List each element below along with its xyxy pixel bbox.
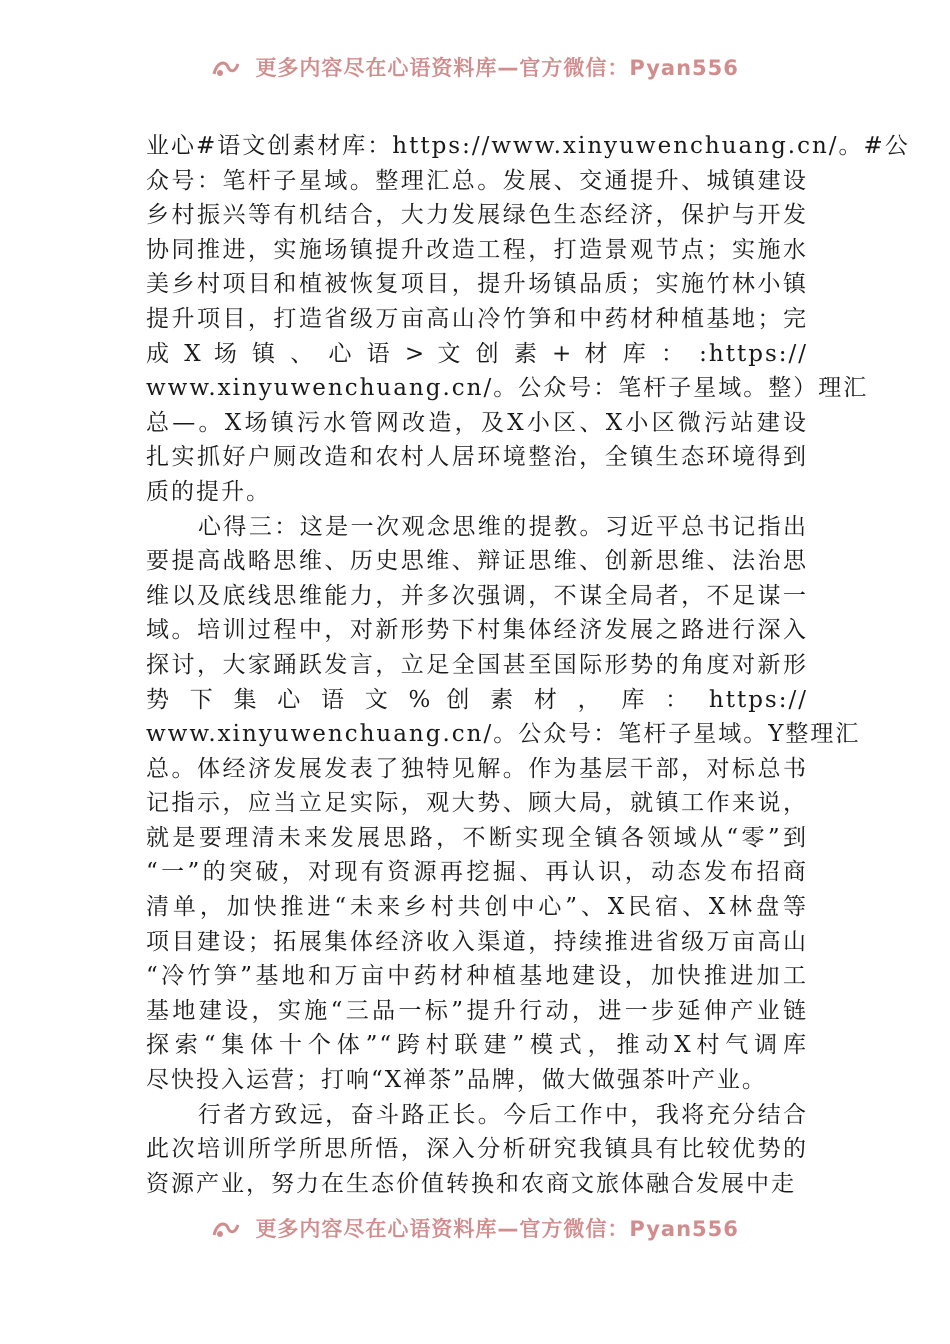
text-line: 要提高战略思维、历史思维、辩证思维、创新思维、法治思 (146, 548, 808, 575)
brand-mark-icon (211, 1219, 241, 1241)
text-line: 域。培训过程中，对新形势下村集体经济发展之路进行深入 (146, 617, 808, 644)
text-line: 心得三：这是一次观念思维的提教。习近平总书记指出 (198, 513, 808, 540)
watermark-text: 更多内容尽在心语资料库—官方微信：Pyan556 (255, 56, 739, 80)
text-line: 总—。X场镇污水管网改造，及X小区、X小区微污站建设 (146, 409, 808, 436)
text-line: 尽快投入运营；打响“X禅茶”品牌，做大做强茶叶产业。 (146, 1067, 767, 1094)
brand-mark-icon (211, 58, 241, 80)
text-line: “冷竹笋”基地和万亩中药材种植基地建设，加快推进加工 (146, 963, 808, 990)
paragraph (146, 510, 861, 1098)
text-line: 协同推进，实施场镇提升改造工程，打造景观节点；实施水 (146, 236, 808, 263)
watermark-banner-top (0, 44, 950, 78)
text-line: 质的提升。 (146, 478, 271, 505)
text-line: 此次培训所学所思所悟，深入分析研究我镇具有比较优势的 (146, 1136, 808, 1163)
text-line: 扎实抓好户厕改造和农村人居环境整治，全镇生态环境得到 (146, 444, 808, 471)
text-line: 成 X 场 镇 、 心 语 > 文 创 素 + 材 库 ： :https:// (146, 340, 808, 367)
text-line: 提升项目，打造省级万亩高山冷竹笋和中药材种植基地；完 (146, 305, 808, 332)
text-line: 维以及底线思维能力，并多次强调，不谋全局者，不足谋一 (146, 582, 808, 609)
watermark-text: 更多内容尽在心语资料库—官方微信：Pyan556 (255, 1217, 739, 1241)
text-line: www.xinyuwenchuang.cn/。公众号：笔杆子星域。整）理汇 (146, 375, 869, 402)
text-line: 众号：笔杆子星域。整理汇总。发展、交通提升、城镇建设 (146, 167, 808, 194)
text-line: “一”的突破，对现有资源再挖掘、再认识，动态发布招商 (146, 859, 808, 886)
text-line: 总。体经济发展发表了独特见解。作为基层干部，对标总书 (146, 755, 808, 782)
text-line: 业心#语文创素材库：https://www.xinyuwenchuang.cn/。#公 (146, 133, 910, 159)
text-line: 探讨，大家踊跃发言，立足全国甚至国际形势的角度对新形 (146, 651, 808, 678)
text-line: 项目建设；拓展集体经济收入渠道，持续推进省级万亩高山 (146, 928, 808, 955)
text-line: 清单，加快推进“未来乡村共创中心”、X民宿、X林盘等 (146, 894, 808, 921)
paragraph (146, 129, 910, 510)
text-line: 势 下 集 心 语 文 % 创 素 材 ， 库 ： https:// (146, 686, 808, 713)
document-body (146, 129, 910, 1201)
text-line: 探索“集体十个体”“跨村联建”模式，推动X村气调库 (146, 1032, 808, 1059)
watermark-banner-bottom (0, 1205, 950, 1239)
text-line: 就是要理清未来发展思路，不断实现全镇各领域从“零”到 (146, 824, 808, 851)
text-line: 行者方致远，奋斗路正长。今后工作中，我将充分结合 (198, 1101, 808, 1128)
text-line: 记指示，应当立足实际，观大势、顾大局，就镇工作来说， (146, 790, 808, 817)
text-line: 资源产业，努力在生态价值转换和农商文旅体融合发展中走 (146, 1170, 796, 1197)
text-line: www.xinyuwenchuang.cn/。公众号：笔杆子星域。Y整理汇 (146, 721, 861, 748)
paragraph (146, 1098, 808, 1202)
text-line: 乡村振兴等有机结合，大力发展绿色生态经济，保护与开发 (146, 202, 808, 229)
text-line: 基地建设，实施“三品一标”提升行动，进一步延伸产业链 (146, 997, 808, 1024)
text-line: 美乡村项目和植被恢复项目，提升场镇品质；实施竹林小镇 (146, 271, 808, 298)
